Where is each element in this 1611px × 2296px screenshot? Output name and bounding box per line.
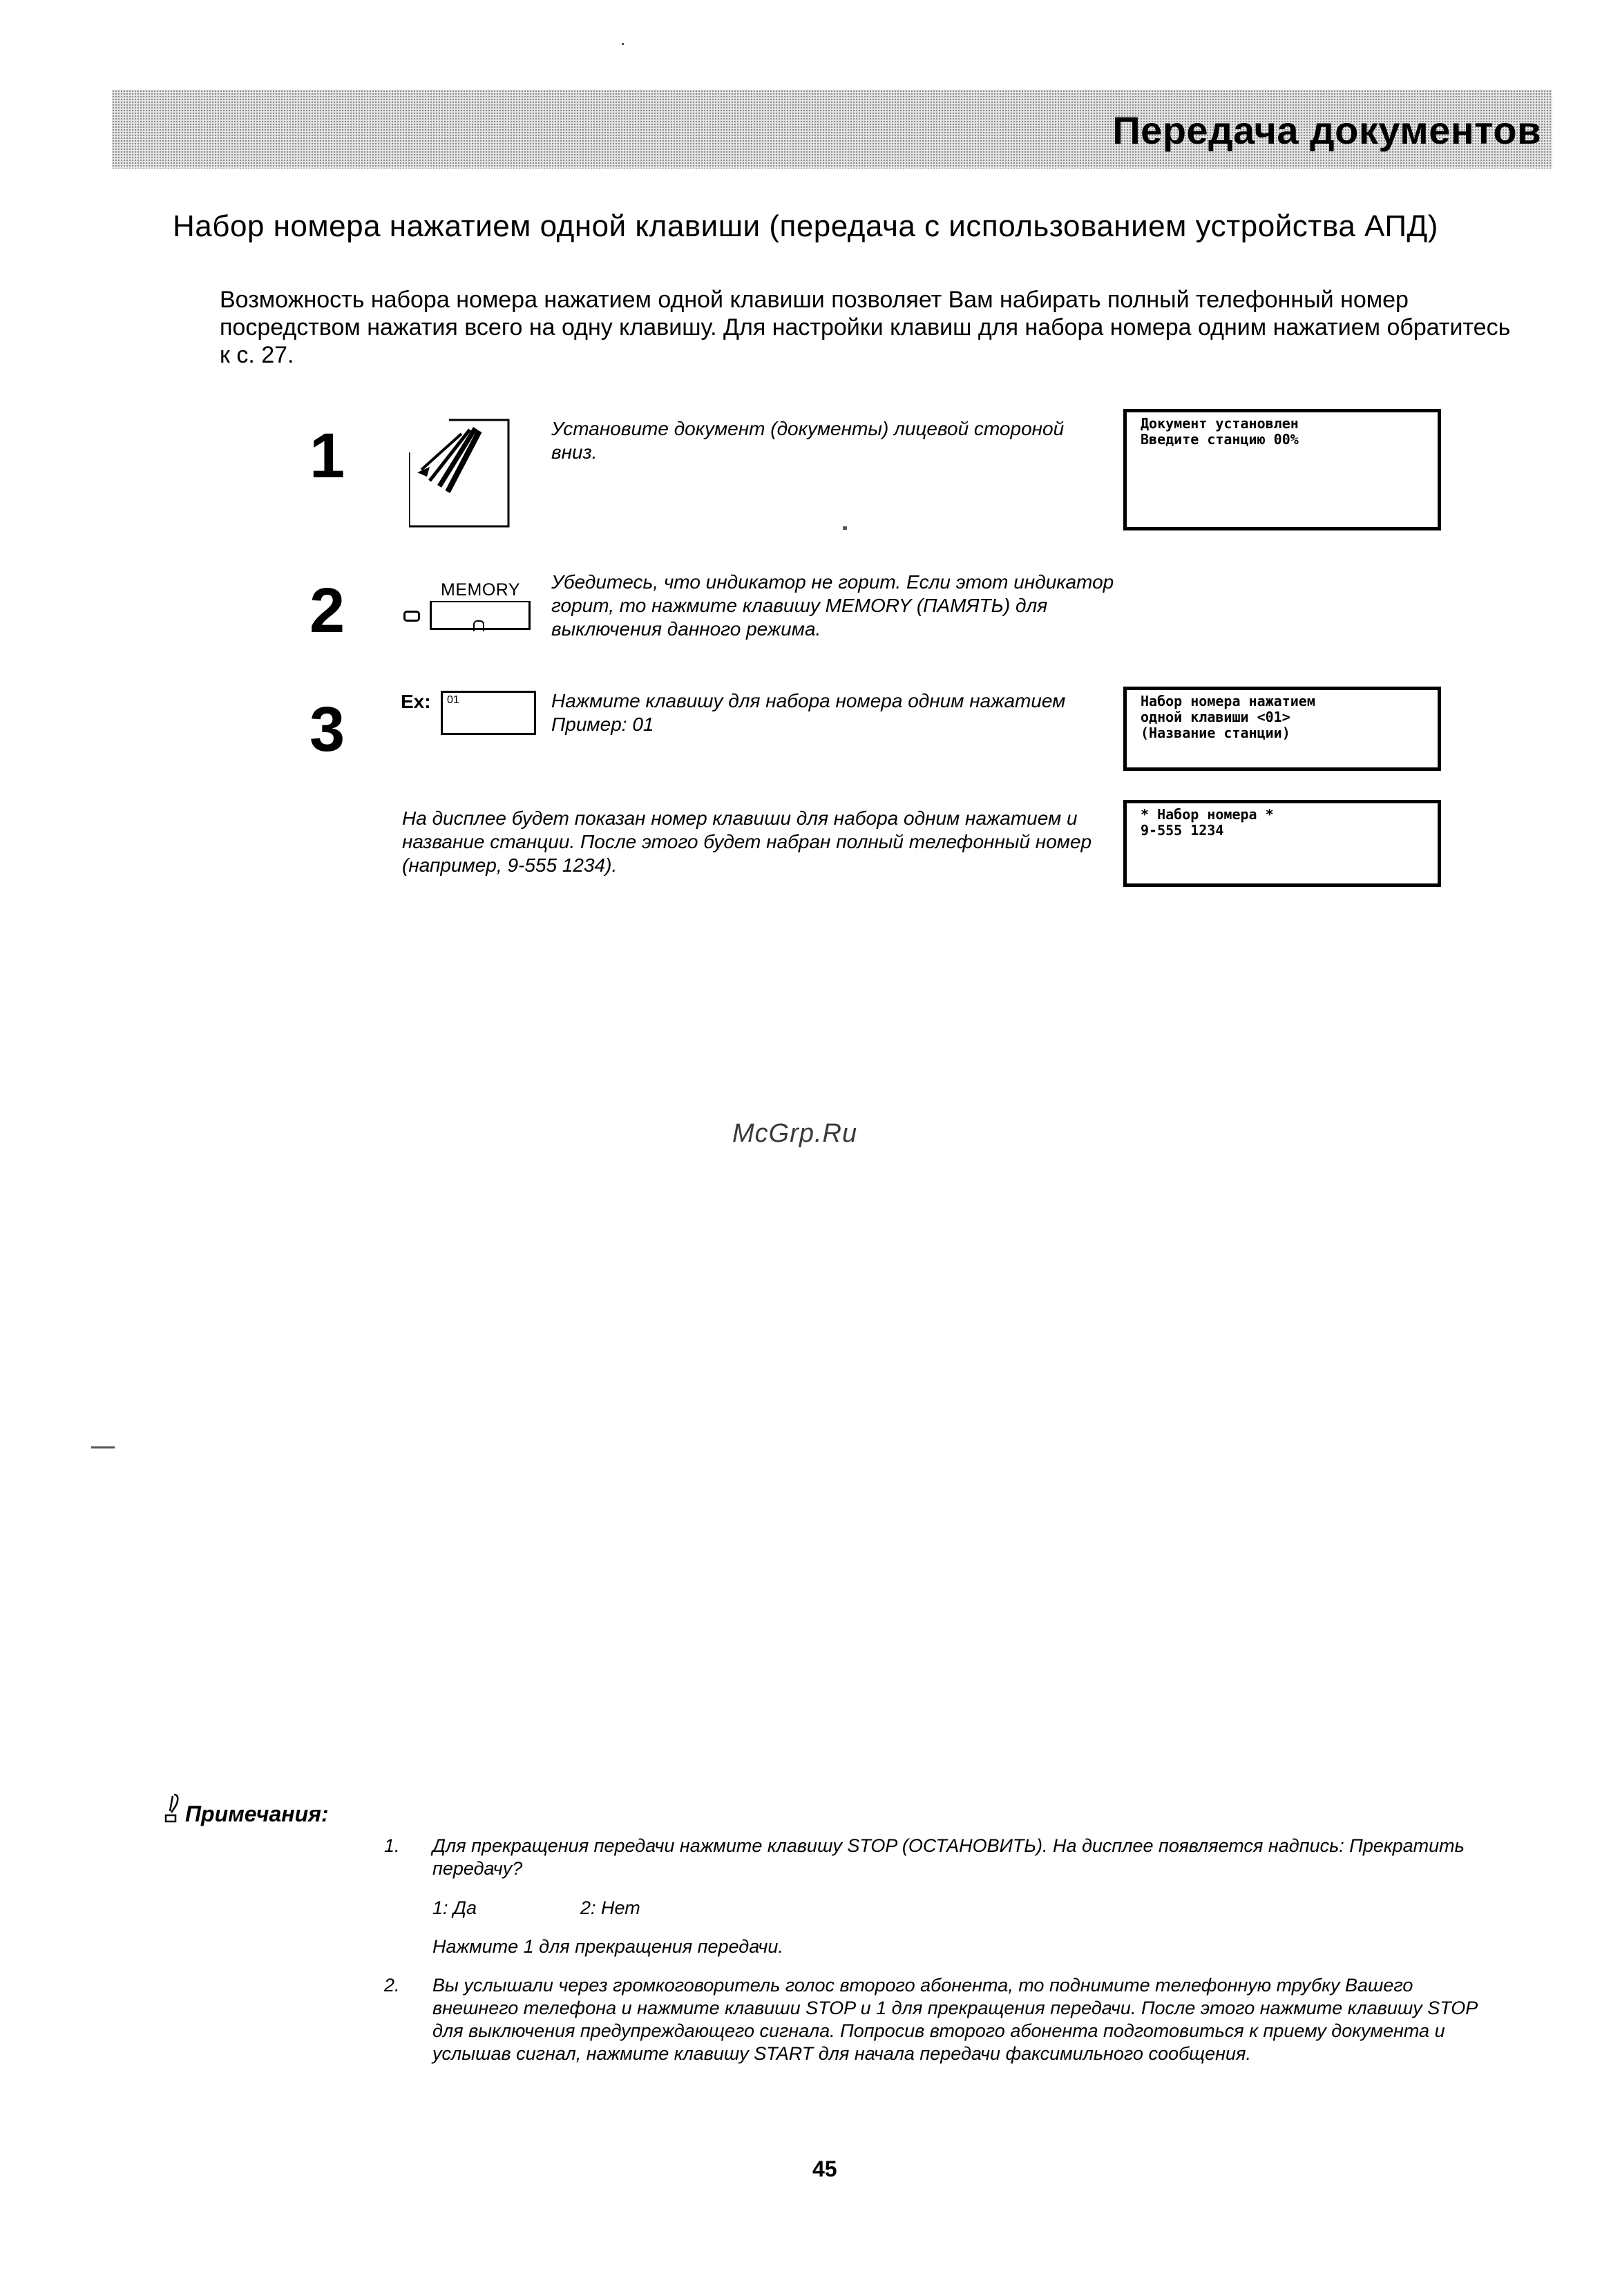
example-label: Ex: xyxy=(401,691,431,712)
note-1-number: 1. xyxy=(384,1835,400,1856)
memory-key[interactable] xyxy=(430,601,531,630)
step-2-text: Убедитесь, что индикатор не горит. Если этот индикатор горит, то нажмите клавишу MEMORY (ПАМЯТЬ) для выключения данного режима. xyxy=(551,571,1114,640)
note-2-number: 2. xyxy=(384,1975,400,1996)
page-number: 45 xyxy=(812,2156,837,2181)
step-1-number: 1 xyxy=(309,421,345,491)
one-touch-key-number: 01 xyxy=(447,694,459,706)
section-title: Набор номера нажатием одной клавиши (передача с использованием устройства АПД) xyxy=(173,209,1438,243)
note-1-followup: Нажмите 1 для прекращения передачи. xyxy=(432,1936,783,1957)
note-2-text: Вы услышали через громкоговоритель голос второго абонента, то поднимите телефонную трубку Вашего внешнего телефона и нажмите клавиши STOP и 1 для прекращения передачи. После этого нажмите клавишу STOP для выключения предупреждающего сигнала. Попросив второго абонента подготовиться к приему документа и услышав сигнал, нажмите клавишу START для начала передачи факсимильного сообщения. xyxy=(432,1975,1478,2064)
page-title: Передача документов xyxy=(1112,108,1541,152)
document-insert-icon xyxy=(409,414,513,529)
memory-key-label: MEMORY xyxy=(441,580,521,600)
step-2-number: 2 xyxy=(309,575,345,646)
scan-speck xyxy=(91,1446,115,1448)
memory-indicator-lamp xyxy=(403,611,420,622)
header-banner xyxy=(112,90,1552,169)
note-icon xyxy=(164,1793,184,1824)
intro-paragraph: Возможность набора номера нажатием одной клавиши позволяет Вам набирать полный телефонный номер посредством нажатия всего на одну клавишу. Для настройки клавиш для набора номера одним нажатием обратитесь к с. 27. xyxy=(220,287,1511,368)
note-1-text: Для прекращения передачи нажмите клавишу STOP (ОСТАНОВИТЬ). На дисплее появляется надпись: Прекратить передачу? xyxy=(432,1835,1465,1879)
result-display: * Набор номера * 9-555 1234 xyxy=(1123,800,1441,887)
scan-speck xyxy=(622,43,624,45)
step-3-display: Набор номера нажатием одной клавиши <01> (Название станции) xyxy=(1123,687,1441,771)
note-1-option-yes: 1: Да xyxy=(432,1897,477,1918)
note-1-option-no: 2: Нет xyxy=(580,1897,640,1918)
one-touch-key-01[interactable] xyxy=(441,691,536,735)
step-1-display: Документ установлен Введите станцию 00% xyxy=(1123,409,1441,530)
key-bump-icon xyxy=(473,620,484,631)
step-1-text: Установите документ (документы) лицевой стороной вниз. xyxy=(551,418,1065,463)
step-3-number: 3 xyxy=(309,694,345,765)
step-3-text: Нажмите клавишу для набора номера одним нажатием Пример: 01 xyxy=(551,690,1066,735)
watermark: McGrp.Ru xyxy=(732,1119,858,1148)
scan-speck xyxy=(843,526,847,530)
notes-title: Примечания: xyxy=(185,1801,329,1826)
result-text: На дисплее будет показан номер клавиши для набора одним нажатием и название станции. После этого будет набран полный телефонный номер (например, 9-555 1234). xyxy=(402,807,1092,876)
